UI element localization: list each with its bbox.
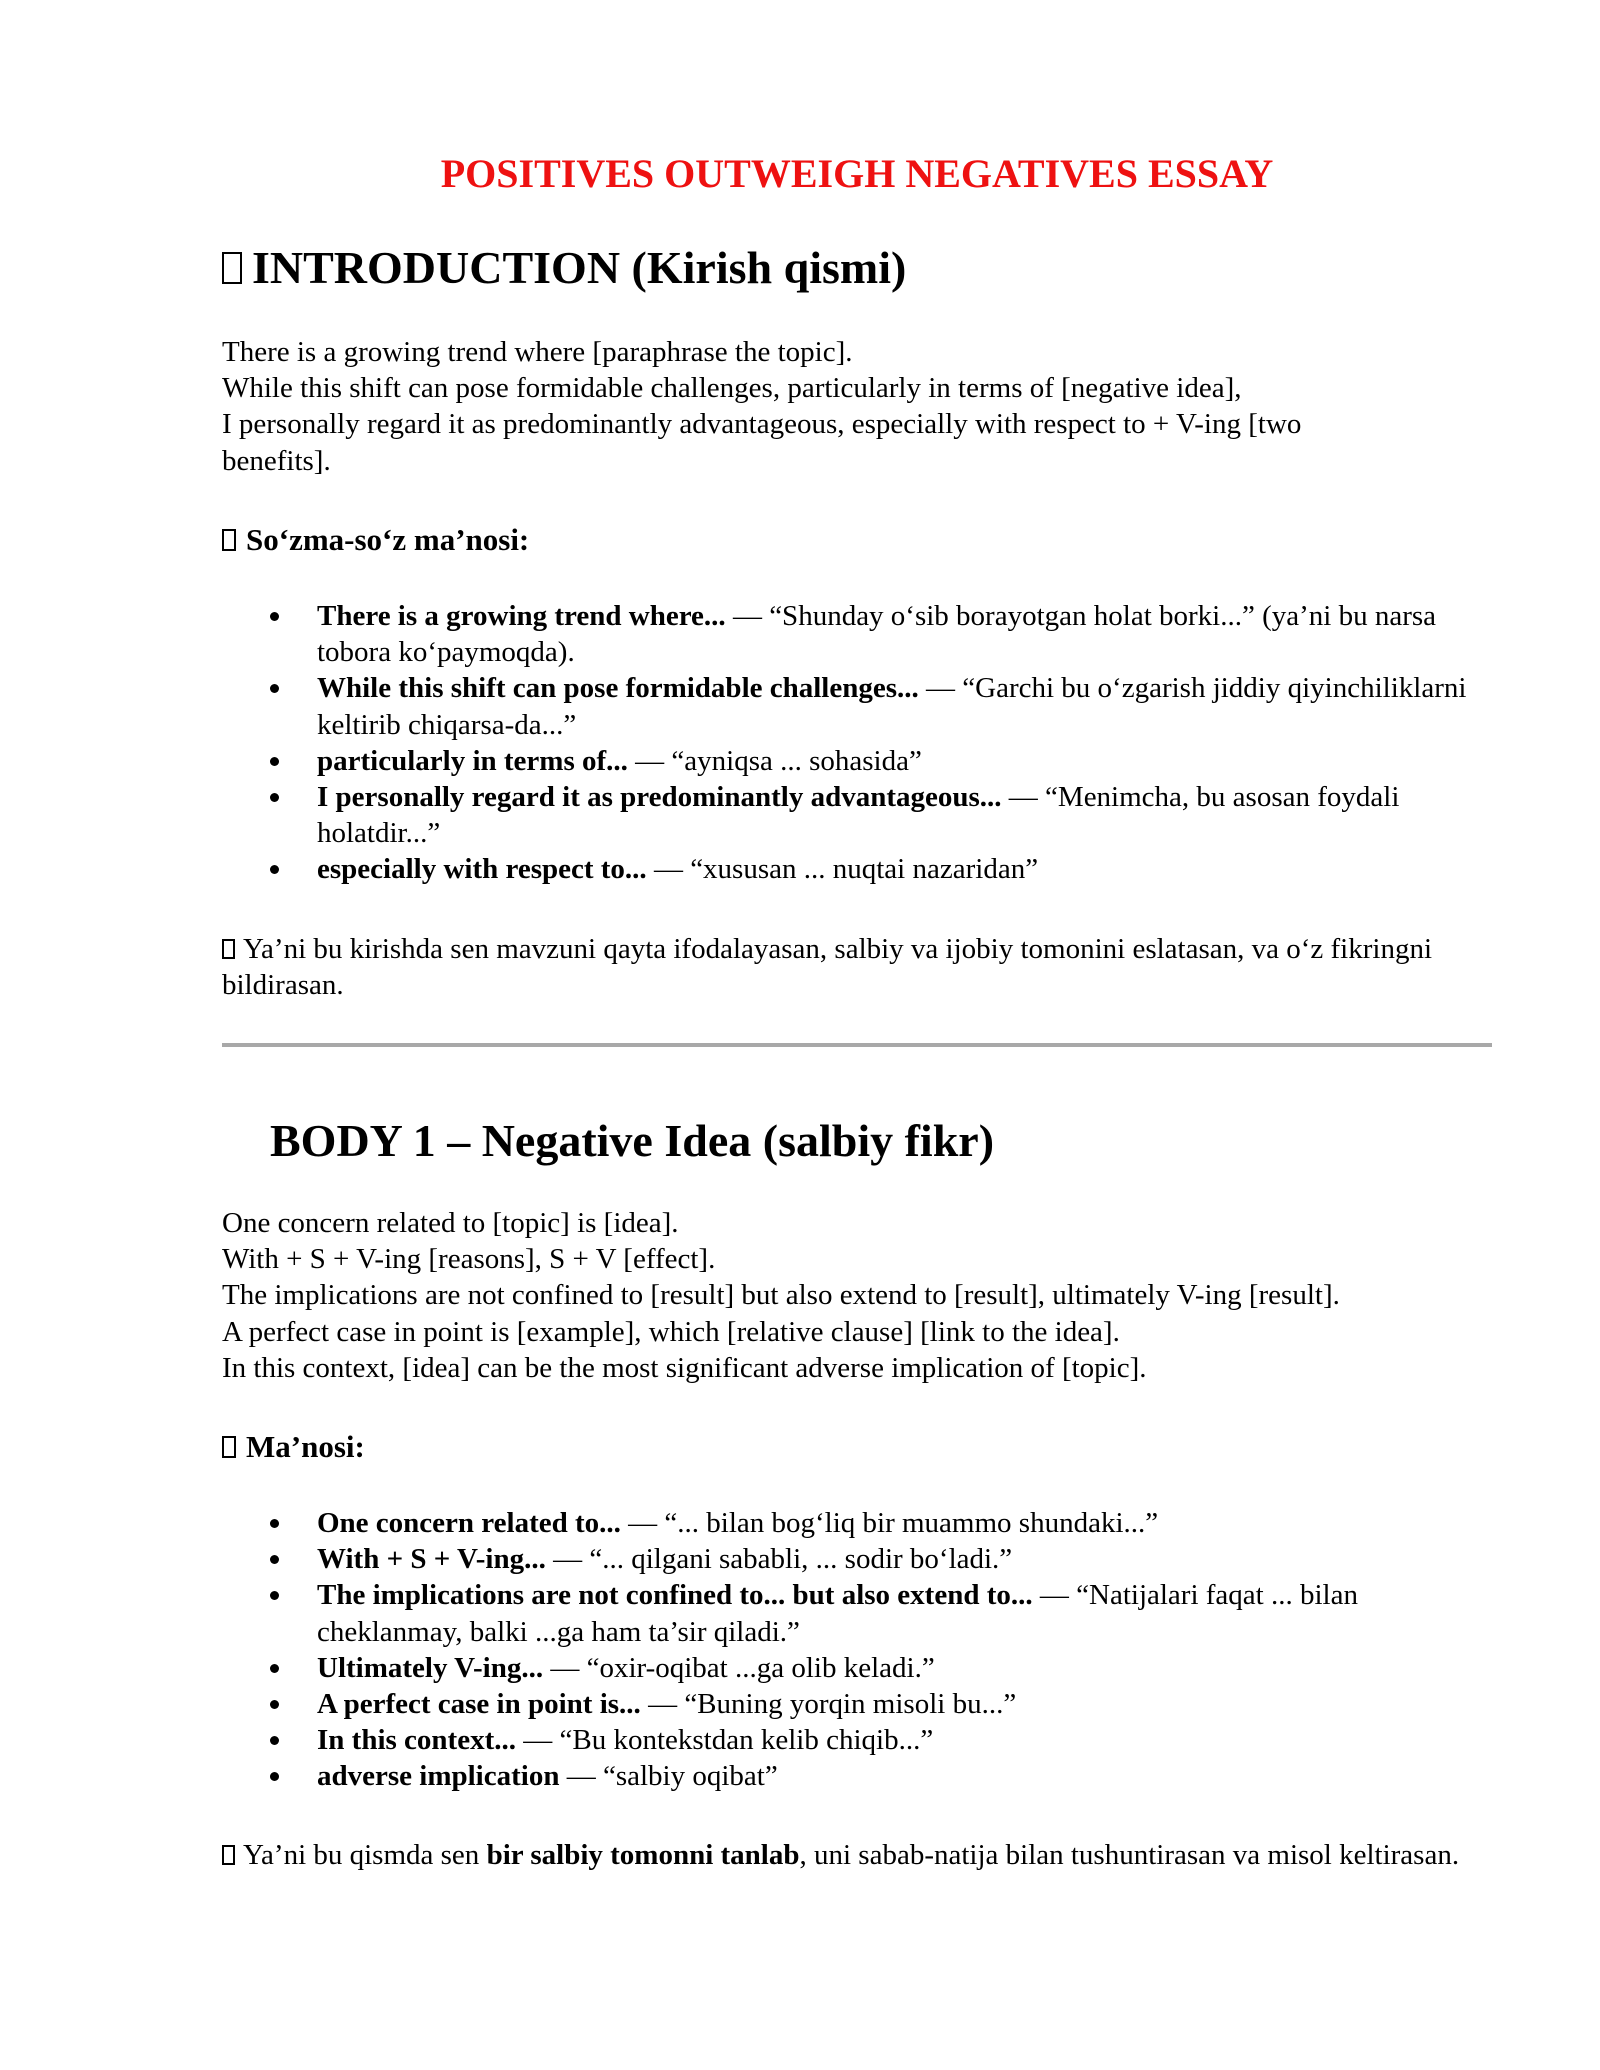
translation: — “oxir-oqibat ...ga olib keladi.” [543,1651,935,1684]
intro-line: There is a growing trend where [paraphrase the topic]. [222,336,853,368]
body1-line: One concern related to [topic] is [idea]. [222,1207,679,1239]
translation: — “xususan ... nuqtai nazaridan” [646,853,1039,886]
intro-line: While this shift can pose formidable challenges, particularly in terms of [negative idea], [222,372,1242,405]
document-title: POSITIVES OUTWEIGH NEGATIVES ESSAY [440,151,1274,196]
missing-glyph-icon [222,1845,235,1865]
term: particularly in terms of... [317,744,628,777]
missing-glyph-icon [222,529,236,551]
body1-template [222,1205,1492,1386]
term: especially with respect to... [317,853,647,886]
term: There is a growing trend where... [317,600,726,632]
body1-heading: BODY 1 – Negative Idea (salbiy fikr) [270,1115,995,1166]
body1-line: The implications are not confined to [result] but also extend to [result], ultimately V-ing [result]. [222,1279,1340,1312]
term: While this shift can pose formidable challenges... [317,672,919,705]
list-item [222,1758,1492,1794]
translation: — “... qilgani sababli, ... sodir bo‘ladi.” [545,1543,1013,1576]
intro-meaning-heading-text: So‘zma-so‘z ma’nosi: [246,522,530,557]
translation: — “Buning yorqin misoli bu...” [640,1688,1017,1721]
list-item [222,1541,1492,1577]
missing-glyph-icon [222,939,235,959]
intro-heading [222,238,906,298]
translation: — “Natijalari faqat ... bilan cheklanmay, balki ...ga ham ta’sir qiladi.” [317,1579,1358,1648]
translation: — “ayniqsa ... sohasida” [627,744,922,777]
body1-meanings-list [222,1505,1492,1795]
term: In this context... [317,1724,516,1757]
list-item [222,1577,1492,1649]
intro-meanings-list [222,598,1492,888]
body1-note-pre: Ya’ni bu qismda sen [243,1839,487,1871]
intro-line: I personally regard it as predominantly advantageous, especially with respect to + V-ing [two [222,408,1302,441]
body1-note [222,1837,1492,1873]
term: adverse implication [317,1760,560,1793]
list-item [222,851,1492,887]
intro-meaning-heading [222,520,529,560]
translation: — “Bu kontekstdan kelib chiqib...” [515,1724,934,1757]
translation: — “... bilan bog‘liq bir muammo shundaki...” [620,1507,1159,1539]
translation: — “salbiy oqibat” [559,1760,778,1793]
intro-note [222,931,1492,1003]
list-item [222,779,1492,851]
section-divider [222,1043,1492,1047]
list-item [222,1650,1492,1686]
body1-note-bold: bir salbiy tomonni tanlab [486,1839,800,1871]
body1-meaning-heading [222,1427,365,1467]
list-item [222,1722,1492,1758]
intro-template [222,334,1492,479]
list-item [222,670,1492,742]
list-item [222,598,1492,670]
term: A perfect case in point is... [317,1688,641,1721]
body1-line: With + S + V-ing [reasons], S + V [effect]. [222,1243,716,1276]
intro-line: benefits]. [222,444,331,477]
term: Ultimately V-ing... [317,1651,544,1684]
list-item [222,1505,1492,1541]
body1-line: A perfect case in point is [example], which [relative clause] [link to the idea]. [222,1315,1120,1348]
list-item [222,1686,1492,1722]
list-item [222,743,1492,779]
missing-glyph-icon [222,1436,236,1458]
term: The implications are not confined to... but also extend to... [317,1579,1033,1612]
body1-note-post: , uni sabab-natija bilan tushuntirasan va misol keltirasan. [799,1839,1460,1871]
translation: — “Garchi bu o‘zgarish jiddiy qiyinchiliklarni keltirib chiqarsa-da...” [317,672,1467,741]
term: I personally regard it as predominantly advantageous... [317,781,1002,814]
intro-note-text: Ya’ni bu kirishda sen mavzuni qayta ifodalayasan, salbiy va ijobiy tomonini eslatasan, va o‘z fikringni bildirasan. [222,933,1433,1002]
term: One concern related to... [317,1507,621,1539]
term: With + S + V-ing... [317,1543,546,1576]
intro-heading-text: INTRODUCTION (Kirish qismi) [252,242,907,293]
body1-line: In this context, [idea] can be the most significant adverse implication of [topic]. [222,1351,1147,1384]
translation: — “Shunday o‘sib borayotgan holat borki...” (ya’ni bu narsa tobora ko‘paymoqda). [317,600,1437,669]
translation: — “Menimcha, bu asosan foydali holatdir...” [317,781,1400,850]
body1-meaning-heading-text: Ma’nosi: [246,1429,365,1464]
missing-glyph-icon [222,252,242,284]
